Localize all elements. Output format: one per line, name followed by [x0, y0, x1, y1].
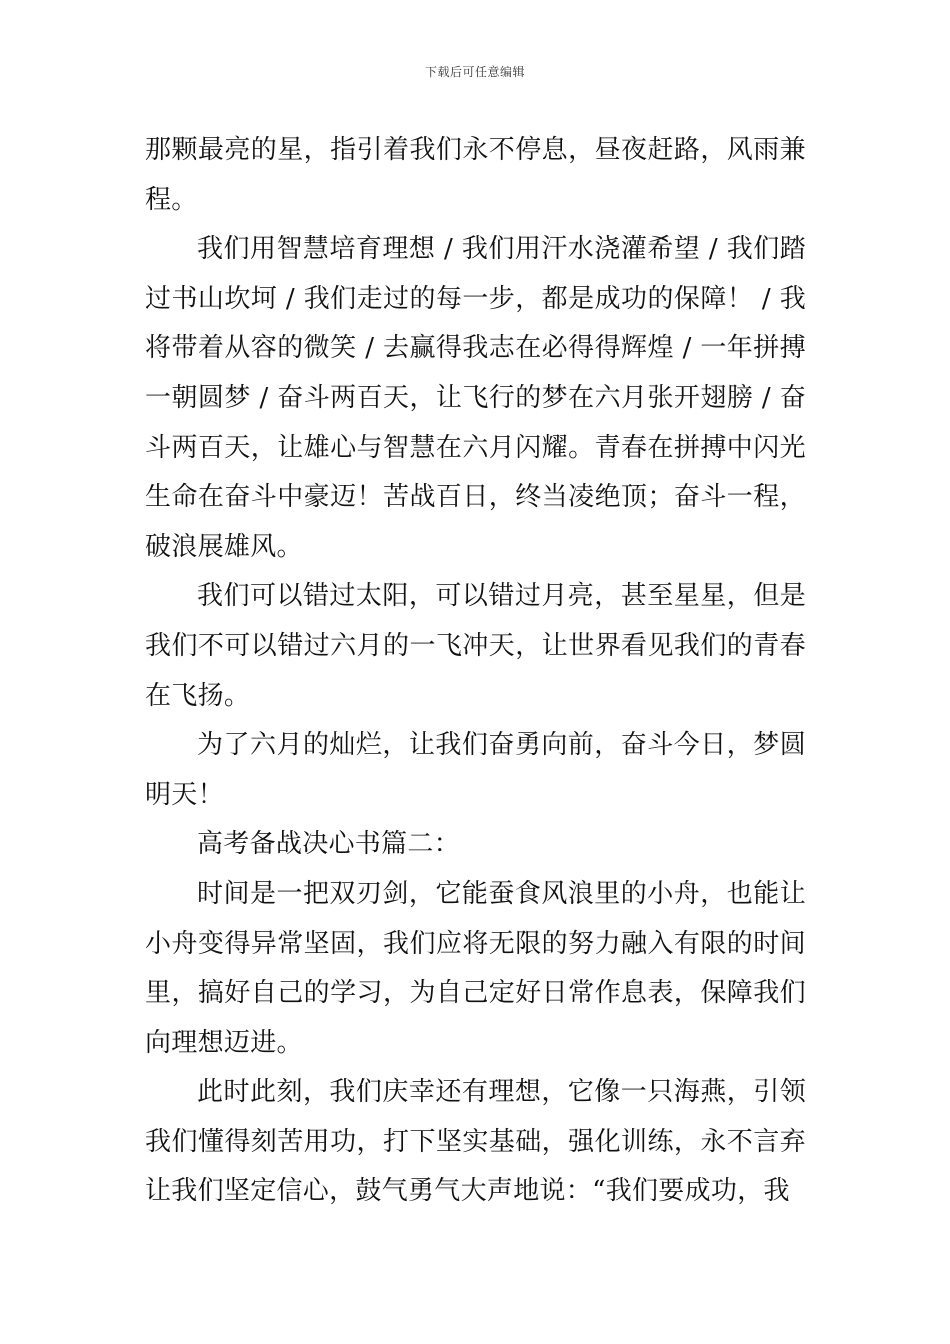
paragraph: 我们用智慧培育理想 / 我们用汗水浇灌希望 / 我们踏过书山坎坷 / 我们走过的每一步，都是成功的保障！ / 我将带着从容的微笑 / 去赢得我志在必得得辉煌 / 一年拼搏一朝圆梦 / 奋斗两百天，让飞行的梦在六月张开翅膀 / 奋斗两百天，让雄心与智慧在六月闪耀。青春在拼搏中闪光生命在奋斗中豪迈！苦战百日，终当凌绝顶；奋斗一程，破浪展雄风。	[145, 234, 806, 562]
paragraph: 那颗最亮的星，指引着我们永不停息，昼夜赶路，风雨兼程。	[145, 135, 806, 215]
paragraph: 时间是一把双刃剑，它能蚕食风浪里的小舟，也能让小舟变得异常坚固，我们应将无限的努力融入有限的时间里，搞好自己的学习，为自己定好日常作息表，保障我们向理想迈进。	[145, 878, 806, 1058]
section-heading: 高考备战决心书篇二：	[197, 829, 461, 860]
paragraph: 我们可以错过太阳，可以错过月亮，甚至星星，但是我们不可以错过六月的一飞冲天，让世界看见我们的青春在飞扬。	[145, 581, 806, 711]
paragraph: 为了六月的灿烂，让我们奋勇向前，奋斗今日，梦圆明天！	[145, 730, 806, 810]
paragraph: 此时此刻，我们庆幸还有理想，它像一只海燕，引领我们懂得刻苦用功，打下坚实基础，强化训练，永不言弃让我们坚定信心，鼓气勇气大声地说：“我们要成功，我	[145, 1077, 806, 1207]
page-header: 下载后可任意编辑	[424, 65, 525, 79]
document-body	[145, 126, 806, 1217]
